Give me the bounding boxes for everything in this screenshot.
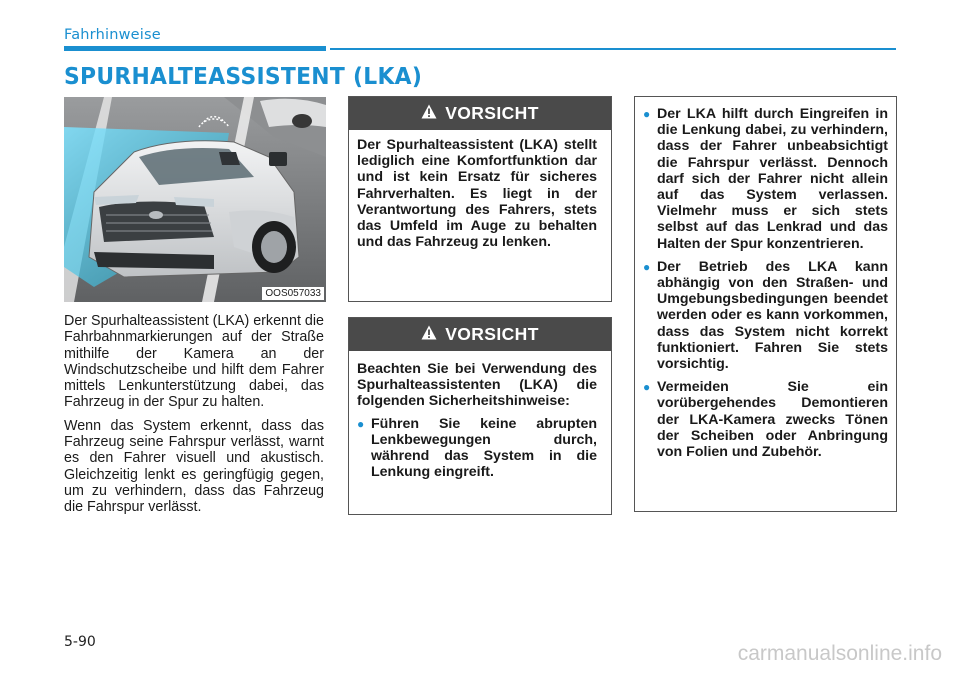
header-rule-thick <box>64 46 326 51</box>
car-illustration-svg <box>64 97 326 302</box>
watermark: carmanualsonline.info <box>737 642 942 665</box>
body-text <box>64 313 324 523</box>
list-item <box>643 259 888 372</box>
bullet-icon: ● <box>643 107 651 121</box>
right-column-box <box>634 96 897 512</box>
caution-heading-2: VORSICHT <box>445 324 539 344</box>
caution-box-2 <box>348 317 612 515</box>
list-item <box>643 106 888 252</box>
right-column-body <box>635 97 896 475</box>
bullet-icon: ● <box>643 380 651 395</box>
body-paragraph-1: Der Spurhalteassistent (LKA) erkennt die Fahrbahnmarkierungen auf der Straße mithilfe der Kamera an der Windschutzscheibe und hilft dem Fahrer mittels Lenkunterstützung dabei, das Fahrzeug in der Spur zu halten. <box>64 313 324 411</box>
section-label: Fahrhinweise <box>64 27 161 43</box>
caution-intro-2: Beachten Sie bei Verwendung des Spurhalteassistenten (LKA) die folgenden Sicherheitshinweise: <box>357 361 597 410</box>
lka-car-illustration <box>64 97 326 302</box>
caution-body-1 <box>349 130 611 258</box>
caution-header-2 <box>349 318 611 351</box>
caution-text-1: Der Spurhalteassistent (LKA) stellt lediglich eine Komfortfunktion dar und ist kein Ersatz für sicheres Fahrverhalten. Es liegt in der Verantwortung des Fahrers, stets das Umfeld im Auge zu behalten und das Fahrzeug zu lenken. <box>357 137 597 251</box>
bullet-text: Der Betrieb des LKA kann abhängig von den Straßen- und Umgebungsbedingungen beendet werden oder es kann vorkommen, dass das System nicht korrekt funktioniert. Fahren Sie stets vorsichtig. <box>657 258 888 373</box>
page-title: SPURHALTEASSISTENT (LKA) <box>64 64 423 90</box>
bullet-text: Vermeiden Sie ein vorübergehendes Demontieren der LKA-Kamera zwecks Tönen der Scheiben oder Anbringung von Folien und Zubehör. <box>657 379 888 461</box>
list-item <box>643 379 888 460</box>
figure-code: OOS057033 <box>262 287 324 300</box>
warning-triangle-icon <box>421 324 437 345</box>
caution-box-1 <box>348 96 612 302</box>
caution-heading-1: VORSICHT <box>445 103 539 123</box>
caution-body-2 <box>349 351 611 488</box>
caution-header-1 <box>349 97 611 130</box>
bullet-icon: ● <box>357 416 365 431</box>
bullet-text: Führen Sie keine abrupten Lenkbewegungen durch, während das System in die Lenkung eingreift. <box>371 415 597 481</box>
list-item <box>357 416 597 481</box>
bullet-icon: ● <box>643 259 651 274</box>
header-rule-thin <box>330 48 896 50</box>
body-paragraph-2: Wenn das System erkennt, dass das Fahrzeug seine Fahrspur verlässt, warnt es den Fahrer visuell und akustisch. Gleichzeitig lenkt es geringfügig gegen, um zu verhindern, dass das Fahrzeug die Fahrspur verlässt. <box>64 417 324 516</box>
warning-triangle-icon <box>421 103 437 124</box>
bullet-text: Der LKA hilft durch Eingreifen in die Lenkung dabei, zu verhindern, dass der Fahrer unbeabsichtigt die Fahrspur verlässt. Dennoch darf sich der Fahrer nicht allein auf das System verlassen. Vielmehr muss er sich stets selbst auf das Lenkrad und das Halten der Spur konzentrieren. <box>657 106 888 252</box>
page-number: 5-90 <box>64 634 96 650</box>
